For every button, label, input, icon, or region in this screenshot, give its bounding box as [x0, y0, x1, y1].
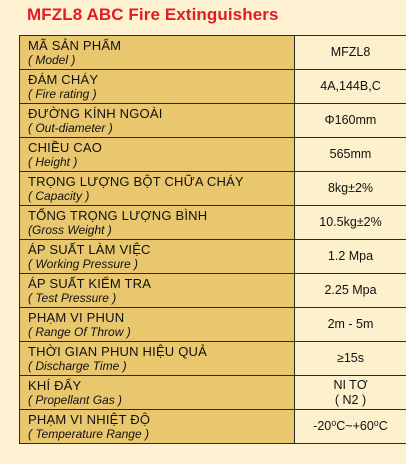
table-row — [20, 308, 406, 342]
row-value-cell — [295, 410, 406, 444]
label-vietnamese: MÃ SẢN PHẨM — [28, 38, 122, 53]
spec-value: 4A,144B,C — [320, 79, 381, 93]
table-row — [20, 70, 406, 104]
spec-value: -20⁰C~+60⁰C — [313, 419, 388, 433]
spec-value: MFZL8 — [330, 45, 371, 59]
label-english: ( Working Pressure ) — [28, 257, 139, 271]
row-value-cell — [295, 104, 406, 138]
table-row — [20, 274, 406, 308]
row-label-cell — [20, 240, 295, 274]
label-vietnamese: KHÍ ĐẨY — [28, 378, 82, 393]
table-row — [20, 206, 406, 240]
table-row — [20, 104, 406, 138]
label-english: ( Test Pressure ) — [28, 291, 117, 305]
label-vietnamese: ĐÁM CHÁY — [28, 72, 99, 87]
spec-value: Φ160mm — [324, 113, 377, 127]
table-row — [20, 138, 406, 172]
table-row — [20, 240, 406, 274]
row-label-cell — [20, 172, 295, 206]
row-value-cell — [295, 138, 406, 172]
table-row — [20, 376, 406, 410]
label-english: ( Capacity ) — [28, 189, 90, 203]
row-label-cell — [20, 410, 295, 444]
label-english: ( Out-diameter ) — [28, 121, 113, 135]
label-english: ( Discharge Time ) — [28, 359, 127, 373]
spec-value: 2.25 Mpa — [324, 283, 377, 297]
label-english: ( Range Of Throw ) — [28, 325, 131, 339]
row-label-cell — [20, 70, 295, 104]
spec-value: 10.5kg±2% — [319, 215, 382, 229]
row-value-cell — [295, 206, 406, 240]
label-vietnamese: ĐƯỜNG KÍNH NGOÀI — [28, 106, 163, 121]
row-label-cell — [20, 376, 295, 410]
spec-value: 2m - 5m — [327, 317, 374, 331]
row-value-cell — [295, 70, 406, 104]
spec-value: NI TƠ — [333, 377, 368, 392]
label-english: ( Propellant Gas ) — [28, 393, 123, 407]
table-row — [20, 172, 406, 206]
label-english: ( Height ) — [28, 155, 78, 169]
label-vietnamese: ÁP SUẤT KIỂM TRA — [28, 276, 152, 291]
label-vietnamese: PHẠM VI PHUN — [28, 310, 125, 325]
table-row — [20, 36, 406, 70]
label-english: ( Fire rating ) — [28, 87, 97, 101]
row-value-cell — [295, 172, 406, 206]
label-english: ( Temperature Range ) — [28, 427, 149, 441]
spec-value: ≥15s — [336, 351, 364, 365]
spec-value: 565mm — [329, 147, 372, 161]
row-label-cell — [20, 36, 295, 70]
label-english: ( Model ) — [28, 53, 76, 67]
label-vietnamese: CHIỀU CAO — [28, 140, 103, 155]
row-value-cell — [295, 376, 406, 410]
table-row — [20, 410, 406, 444]
row-value-cell — [295, 274, 406, 308]
row-label-cell — [20, 308, 295, 342]
label-english: (Gross Weight ) — [28, 223, 112, 237]
label-vietnamese: THỜI GIAN PHUN HIỆU QUẢ — [28, 344, 207, 359]
row-value-cell — [295, 36, 406, 70]
row-label-cell — [20, 104, 295, 138]
spec-value: 8kg±2% — [327, 181, 374, 195]
label-vietnamese: TỔNG TRỌNG LƯỢNG BÌNH — [28, 208, 208, 223]
page-title: MFZL8 ABC Fire Extinguishers — [27, 5, 279, 24]
row-label-cell — [20, 274, 295, 308]
row-value-cell — [295, 308, 406, 342]
label-vietnamese: TRỌNG LƯỢNG BỘT CHỮA CHÁY — [28, 174, 244, 189]
spec-table — [19, 35, 406, 444]
row-value-cell — [295, 342, 406, 376]
label-vietnamese: PHẠM VI NHIỆT ĐỘ — [28, 412, 151, 427]
spec-value-secondary: ( N2 ) — [334, 392, 367, 407]
label-vietnamese: ÁP SUẤT LÀM VIỆC — [28, 242, 151, 257]
row-label-cell — [20, 138, 295, 172]
table-row — [20, 342, 406, 376]
row-value-cell — [295, 240, 406, 274]
row-label-cell — [20, 206, 295, 240]
row-label-cell — [20, 342, 295, 376]
spec-value: 1.2 Mpa — [327, 249, 374, 263]
